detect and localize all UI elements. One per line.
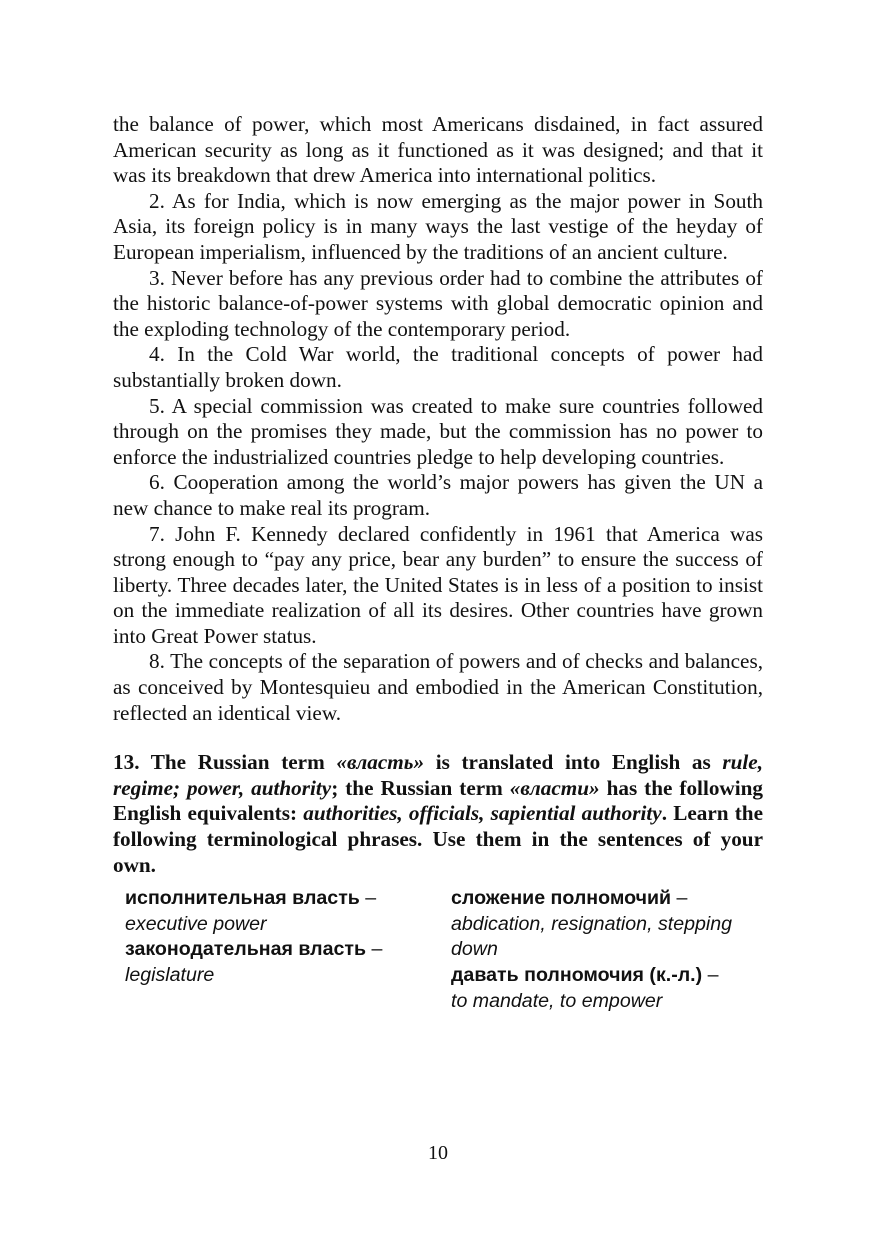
sentence-7: 7. John F. Kennedy declared confidently in 1961 that America was strong enough to “pay any price, bear any burden” to ensure the success of liberty. Three decades later, the United States is in less of a position to insist on the immediate realization of all its desires. Other countries have grown into Great Power status.	[113, 521, 763, 648]
terminology-list	[113, 886, 763, 1014]
task-13-instructions: 13. The Russian term «власть» is translated into English as rule, regime; power, authority; the Russian term «власти» has the following English equivalents: authorities, officials, sapiential authority. Learn the following terminological phrases. Use them in the sentences of your own.	[113, 750, 763, 877]
english-equivalents-1: rule, regime; power, authority	[113, 750, 763, 800]
paragraph-continuation: the balance of power, which most Americans disdained, in fact assured American security as long as it functioned as it was designed; and that it was its breakdown that drew America into international politics.	[113, 112, 763, 188]
term-entry: давать полномочия (к.-л.) – to mandate, to empower	[451, 964, 719, 1012]
terms-column-right	[451, 886, 763, 1014]
term-entry: сложение полномочий – abdication, resignation, stepping down	[451, 887, 733, 961]
terms-column-left	[125, 886, 451, 1014]
sentence-3: 3. Never before has any previous order had to combine the attributes of the historic balance-of-power systems with global democratic opinion and the exploding technology of the contemporary period.	[113, 265, 763, 341]
sentence-5: 5. A special commission was created to make sure countries followed through on the promises they made, but the commission has no power to enforce the industrialized countries pledge to help developing countries.	[113, 393, 763, 469]
page-number: 10	[428, 1142, 448, 1164]
term-entry: исполнительная власть – executive power	[125, 887, 377, 935]
english-equivalents-2: authorities, officials, sapiential authority	[303, 801, 662, 826]
sentence-2: 2. As for India, which is now emerging as the major power in South Asia, its foreign policy is in many ways the last vestige of the heyday of European imperialism, influenced by the traditions of an ancient culture.	[113, 188, 763, 264]
sentence-6: 6. Cooperation among the world’s major powers has given the UN a new chance to make real its program.	[113, 470, 763, 520]
page-body	[113, 112, 763, 1014]
term-entry: законодательная власть – legislature	[125, 938, 383, 986]
sentence-4: 4. In the Cold War world, the traditional concepts of power had substantially broken down.	[113, 342, 763, 392]
russian-term-vlasti: «власти»	[509, 775, 600, 800]
sentence-8: 8. The concepts of the separation of powers and of checks and balances, as conceived by Montesquieu and embodied in the American Constitution, reflected an identical view.	[113, 649, 763, 725]
russian-term-vlast: «власть»	[336, 750, 425, 775]
